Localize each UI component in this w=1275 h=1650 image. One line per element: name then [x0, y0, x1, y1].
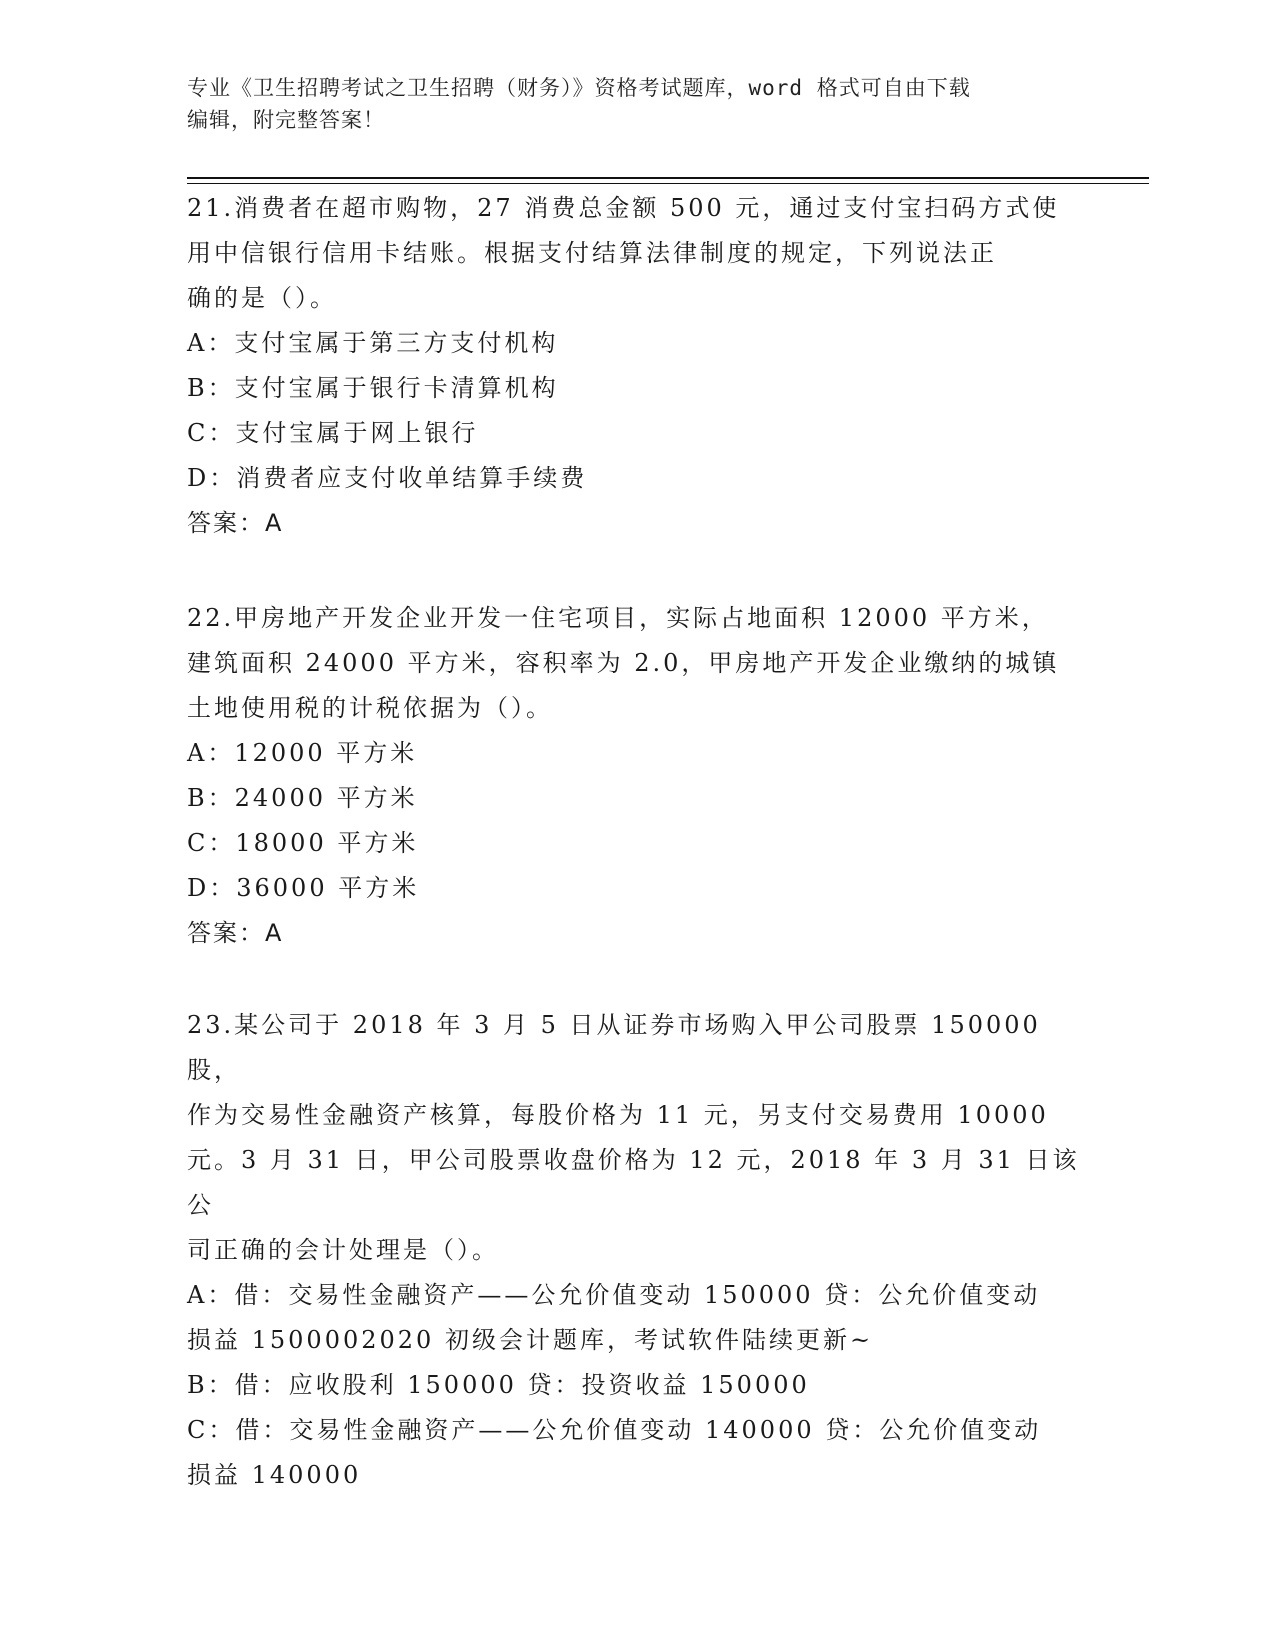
header-line-1: 专业《卫生招聘考试之卫生招聘（财务）》资格考试题库，word 格式可自由下载 [187, 76, 971, 100]
stem-line: 21.消费者在超市购物，27 消费总金额 500 元，通过支付宝扫码方式使 [187, 194, 1060, 222]
option-a: A：借：交易性金融资产——公允价值变动 150000 贷：公允价值变动 [187, 1281, 1041, 1309]
option-c-continued: 损益 140000 [187, 1461, 362, 1489]
stem-line: 元。3 月 31 日，甲公司股票收盘价格为 12 元，2018 年 3 月 31 日该公 [187, 1146, 1080, 1219]
answer-label: 答案：A [187, 509, 284, 537]
header-line-2: 编辑，附完整答案！ [187, 108, 385, 132]
stem-line: 司正确的会计处理是（）。 [187, 1236, 499, 1264]
question-22 [187, 596, 1087, 956]
option-c: C：18000 平方米 [187, 829, 419, 857]
stem-line: 作为交易性金融资产核算，每股价格为 11 元，另支付交易费用 10000 [187, 1101, 1049, 1129]
option-c: C：支付宝属于网上银行 [187, 419, 479, 447]
header-divider-thick [187, 177, 1149, 179]
question-21 [187, 186, 1087, 546]
question-stem [187, 596, 1087, 731]
stem-line: 建筑面积 24000 平方米，容积率为 2.0，甲房地产开发企业缴纳的城镇 [187, 649, 1060, 677]
option-d: D：消费者应支付收单结算手续费 [187, 464, 588, 492]
stem-line: 23.某公司于 2018 年 3 月 5 日从证券市场购入甲公司股票 150000 股， [187, 1011, 1041, 1084]
option-b: B：支付宝属于银行卡清算机构 [187, 374, 559, 402]
stem-line: 用中信银行信用卡结账。根据支付结算法律制度的规定，下列说法正 [187, 239, 997, 267]
option-a: A：12000 平方米 [187, 739, 418, 767]
option-a-continued: 损益 1500002020 初级会计题库，考试软件陆续更新~ [187, 1326, 874, 1354]
stem-line: 22.甲房地产开发企业开发一住宅项目，实际占地面积 12000 平方米， [187, 604, 1049, 632]
option-c: C：借：交易性金融资产——公允价值变动 140000 贷：公允价值变动 [187, 1416, 1042, 1444]
option-b: B：24000 平方米 [187, 784, 418, 812]
question-23 [187, 1003, 1087, 1498]
stem-line: 确的是（）。 [187, 284, 337, 312]
question-stem [187, 186, 1087, 321]
option-b: B：借：应收股利 150000 贷：投资收益 150000 [187, 1371, 810, 1399]
stem-line: 土地使用税的计税依据为（）。 [187, 694, 553, 722]
option-d: D：36000 平方米 [187, 874, 420, 902]
answer-label: 答案：A [187, 919, 284, 947]
option-a: A：支付宝属于第三方支付机构 [187, 329, 559, 357]
header-divider-thin [187, 183, 1149, 184]
question-stem [187, 1003, 1087, 1273]
document-header [187, 72, 1067, 136]
